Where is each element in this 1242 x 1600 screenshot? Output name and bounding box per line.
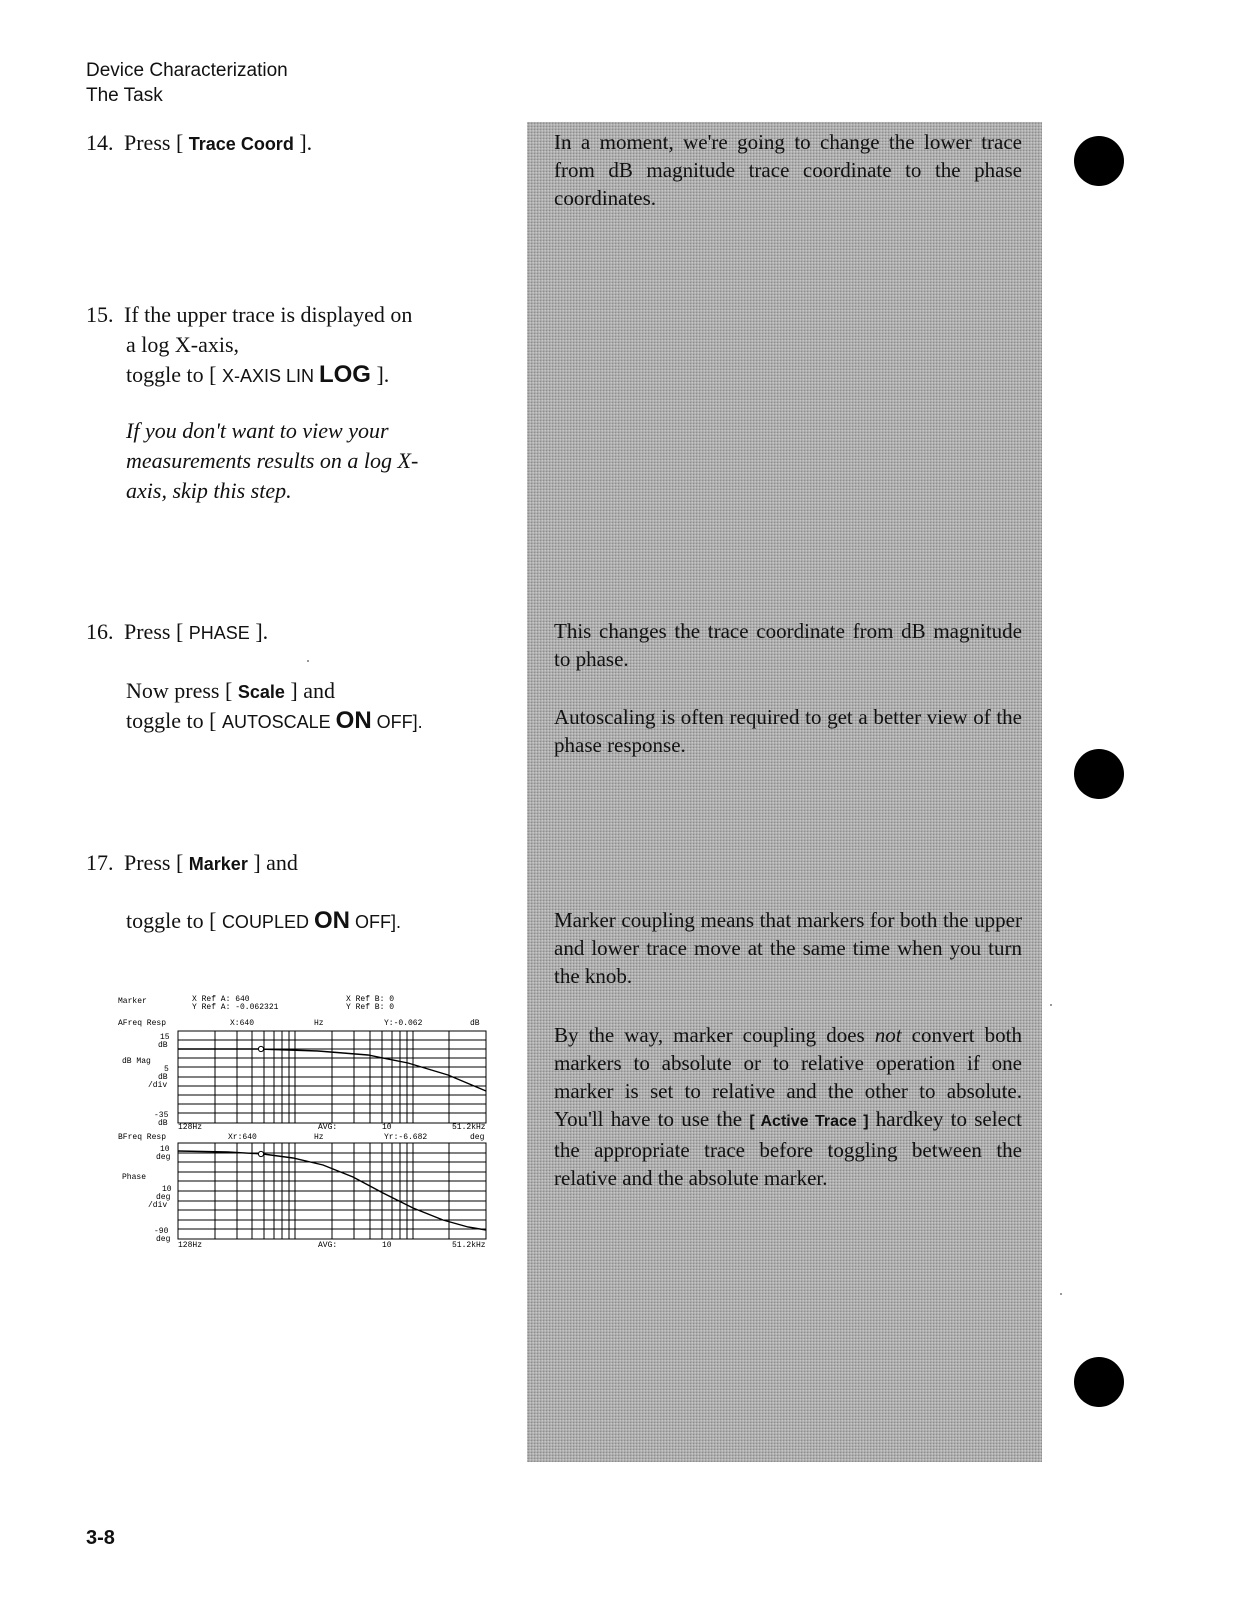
- step-text: Press [: [124, 850, 189, 875]
- note-autoscaling: Autoscaling is often required to get a better view of the phase response.: [554, 705, 1022, 757]
- step-text: Press [: [124, 619, 189, 644]
- step-text-end: ] and: [284, 678, 335, 703]
- step-15-line2: a log X-axis,: [126, 332, 240, 357]
- trace-b-div-unit: deg: [156, 1193, 171, 1202]
- step-number: 16.: [86, 619, 114, 644]
- step-15-line3: [126, 360, 389, 391]
- trace-a-y: Y:-0.062: [384, 1019, 423, 1028]
- trace-b-y-unit: deg: [470, 1133, 485, 1142]
- trace-a-marker: [258, 1046, 263, 1051]
- step-number: 14.: [86, 130, 114, 155]
- step-16-line2: [126, 676, 335, 707]
- trace-a-title: AFreq Resp: [118, 1019, 167, 1028]
- step-text: If the upper trace is displayed on: [124, 302, 413, 327]
- trace-b-x: Xr:640: [228, 1133, 257, 1142]
- trace-a-avg-count: 10: [382, 1123, 392, 1132]
- scan-speck: [1060, 1293, 1062, 1295]
- trace-b-title: BFreq Resp: [118, 1133, 167, 1142]
- trace-a-stop: 51.2kHz: [452, 1123, 486, 1132]
- softkey-coupled: COUPLED: [221, 912, 314, 932]
- trace-b-x-unit: Hz: [314, 1133, 324, 1142]
- binder-hole: [1074, 136, 1124, 186]
- trace-b-bottom: -90: [154, 1227, 169, 1236]
- marker-label: Marker: [118, 997, 147, 1006]
- step-text: toggle to [: [126, 908, 222, 933]
- step-16: [86, 617, 268, 648]
- trace-a-div: 5: [164, 1065, 169, 1074]
- binder-hole: [1074, 749, 1124, 799]
- y-ref-a: Y Ref A: -0.062321: [192, 1003, 279, 1012]
- binder-hole: [1074, 1357, 1124, 1407]
- step-text-end: ].: [293, 130, 313, 155]
- trace-b-avg-count: 10: [382, 1241, 392, 1250]
- softkey-on-state: ON: [335, 707, 372, 734]
- softkey-on-state: ON: [313, 907, 350, 934]
- step-text-end: ] and: [247, 850, 298, 875]
- trace-a-top-unit: dB: [158, 1041, 168, 1050]
- note-text: hardkey to select the appropriate trace before toggling between the relative and the absolute marker.: [554, 1107, 1023, 1190]
- step-17-line2: [126, 906, 401, 937]
- trace-b-top-unit: deg: [156, 1153, 171, 1162]
- trace-b-grid: [178, 1143, 486, 1239]
- header-section: Device Characterization: [86, 60, 288, 81]
- step-15-note: If you don't want to view your measurements results on a log X-axis, skip this step.: [126, 418, 419, 503]
- scan-speck: [307, 660, 309, 662]
- step-17: [86, 848, 298, 879]
- step-15: [86, 300, 412, 330]
- trace-a-x: X:640: [230, 1019, 255, 1028]
- trace-b-div: 10: [162, 1185, 172, 1194]
- softkey-autoscale: AUTOSCALE: [221, 712, 336, 732]
- note-trace-coordinate: In a moment, we're going to change the lower trace from dB magnitude trace coordinate to the phase coordinates.: [554, 130, 1022, 210]
- softkey-trace-coord: Trace Coord: [188, 134, 294, 154]
- note-text: By the way, marker coupling does: [554, 1023, 875, 1047]
- step-text: toggle to [: [126, 362, 222, 387]
- trace-b-top: 10: [160, 1145, 170, 1154]
- trace-a-start: 128Hz: [178, 1123, 203, 1132]
- step-number: 15.: [86, 302, 114, 327]
- trace-a-mode: dB Mag: [122, 1057, 151, 1066]
- trace-a-bottom: -35: [154, 1111, 169, 1120]
- note-coupling-detail: [554, 1021, 1022, 1192]
- notes-sidebar: [527, 122, 1042, 1462]
- trace-a-grid: [178, 1031, 486, 1123]
- note-text: convert both markers to absolute or to relative operation if one marker is set to relative and the other to absolute. You'll have to use the: [554, 1023, 1022, 1131]
- note-phase: This changes the trace coordinate from dB magnitude to phase.: [554, 619, 1022, 671]
- step-14: [86, 128, 312, 159]
- trace-a-top: 15: [160, 1033, 170, 1042]
- trace-a-x-unit: Hz: [314, 1019, 324, 1028]
- x-ref-b: X Ref B: 0: [346, 995, 395, 1004]
- trace-a-div-unit: dB: [158, 1073, 168, 1082]
- trace-b-mode: Phase: [122, 1173, 147, 1182]
- step-16-line3: [126, 706, 423, 737]
- softkey-log-state: LOG: [318, 361, 371, 388]
- trace-a-y-unit: dB: [470, 1019, 480, 1028]
- note-marker-coupling: Marker coupling means that markers for both the upper and lower trace move at the same time when you turn the knob.: [554, 908, 1022, 988]
- trace-b-stop: 51.2kHz: [452, 1241, 486, 1250]
- analyzer-screen-figure: [118, 995, 518, 1285]
- softkey-x-axis: X-AXIS LIN: [221, 366, 319, 386]
- trace-a-bottom-unit: dB: [158, 1119, 168, 1128]
- softkey-phase: PHASE: [188, 623, 250, 643]
- running-header: [86, 58, 288, 108]
- step-text-end: OFF].: [371, 712, 423, 732]
- step-text-end: ].: [370, 362, 390, 387]
- trace-b-avg: AVG:: [318, 1241, 338, 1250]
- note-emphasis: not: [874, 1023, 902, 1047]
- trace-b-marker: [258, 1151, 263, 1156]
- hardkey-scale: Scale: [237, 682, 285, 702]
- trace-b-div-per: /div: [148, 1201, 168, 1210]
- trace-b-bottom-unit: deg: [156, 1235, 171, 1244]
- trace-b-y: Yr:-6.682: [384, 1133, 428, 1142]
- hardkey-active-trace: [ Active Trace ]: [749, 1113, 869, 1130]
- trace-a-div-per: /div: [148, 1081, 168, 1090]
- hardkey-marker: Marker: [188, 854, 248, 874]
- step-text-end: OFF].: [349, 912, 401, 932]
- page-number: 3-8: [86, 1527, 115, 1549]
- step-text: toggle to [: [126, 708, 222, 733]
- step-text-end: ].: [249, 619, 269, 644]
- trace-a-avg: AVG:: [318, 1123, 338, 1132]
- trace-b-start: 128Hz: [178, 1241, 203, 1250]
- step-text: Now press [: [126, 678, 238, 703]
- y-ref-b: Y Ref B: 0: [346, 1003, 395, 1012]
- header-subsection: The Task: [86, 85, 163, 106]
- x-ref-a: X Ref A: 640: [192, 995, 250, 1004]
- step-number: 17.: [86, 850, 114, 875]
- step-text: Press [: [124, 130, 189, 155]
- scan-speck: [1050, 1004, 1052, 1006]
